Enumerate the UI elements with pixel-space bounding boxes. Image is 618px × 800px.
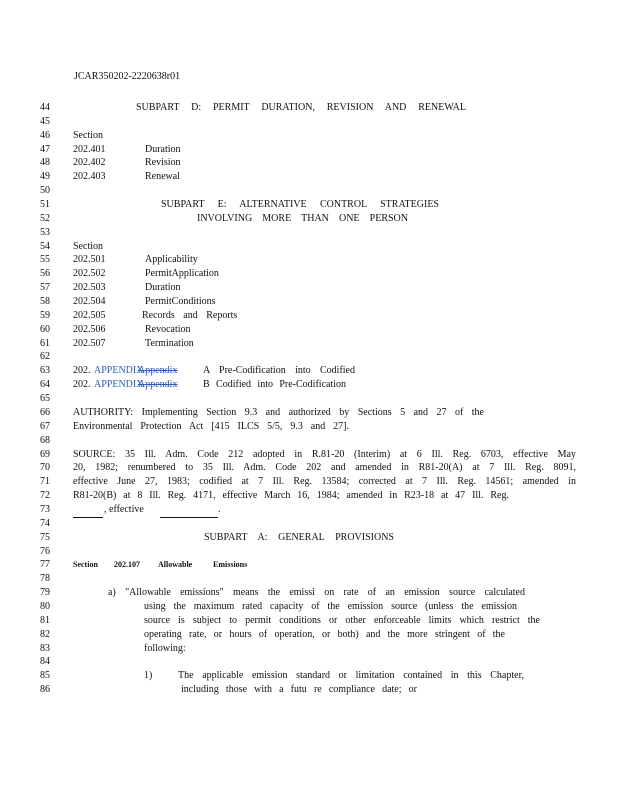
- line-text: a) "Allowable emissions" means the emissi on rate of an emission source calculated: [108, 587, 525, 599]
- document-line: [40, 531, 580, 545]
- document-line: [40, 420, 580, 434]
- line-text: SOURCE: 35 Ill. Adm. Code 212 adopted in R.81-20 (Interim) at 6 Ill. Reg. 6703, effective May: [73, 448, 576, 460]
- document-line: [40, 323, 580, 337]
- document-line: [40, 156, 580, 170]
- line-text: source is subject to permit conditions or other enforceable limits which restrict the: [144, 614, 540, 626]
- line-number: 58: [40, 296, 50, 308]
- line-text: Allowable: [158, 560, 193, 570]
- line-number: 71: [40, 476, 50, 488]
- document-line: [40, 642, 580, 656]
- line-text: Section: [73, 129, 103, 141]
- line-text: Revision: [145, 157, 181, 169]
- line-text: Duration: [145, 143, 181, 155]
- line-text: Termination: [145, 337, 194, 349]
- line-number: 77: [40, 559, 50, 571]
- line-text: 202.107: [114, 560, 140, 570]
- line-text: R81-20(B) at 8 Ill. Reg. 4171, effective March 16, 1984; amended in R23-18 at 47 Ill. Reg.: [73, 490, 509, 502]
- document-line: [40, 309, 580, 323]
- document-line: [40, 240, 580, 254]
- line-text: 202.505: [73, 309, 106, 321]
- line-text: PermitConditions: [145, 296, 216, 308]
- line-number: 54: [40, 240, 50, 252]
- line-number: 50: [40, 185, 50, 197]
- line-number: 70: [40, 462, 50, 474]
- line-number: 84: [40, 656, 50, 668]
- line-number: 85: [40, 670, 50, 682]
- line-text: A Pre-Codification into Codified: [203, 365, 355, 377]
- line-text: Applicability: [145, 254, 198, 266]
- document-line: [40, 184, 580, 198]
- document-line: [40, 434, 580, 448]
- line-number: 59: [40, 309, 50, 321]
- document-line: [40, 295, 580, 309]
- document-line: [40, 170, 580, 184]
- inserted-text: APPENDIX: [94, 379, 144, 391]
- document-line: [40, 143, 580, 157]
- line-number: 76: [40, 545, 50, 557]
- deleted-text: Appendix: [138, 365, 178, 377]
- line-number: 61: [40, 337, 50, 349]
- line-text: including those with a futu re compliance date; or: [181, 684, 417, 696]
- line-number: 55: [40, 254, 50, 266]
- document-line: [40, 129, 580, 143]
- line-text: SUBPART D: PERMIT DURATION, REVISION AND RENEWAL: [136, 102, 466, 113]
- line-number: 66: [40, 406, 50, 418]
- document-header-id: JCAR350202-2220638r01: [74, 71, 181, 82]
- document-line: [40, 586, 580, 600]
- line-text: 202.502: [73, 268, 106, 280]
- line-number: 81: [40, 614, 50, 626]
- line-number: 68: [40, 434, 50, 446]
- line-text: Renewal: [145, 171, 180, 183]
- line-text: 1): [144, 670, 153, 682]
- line-number: 73: [40, 503, 50, 515]
- line-text: using the maximum rated capacity of the emission source (unless the emission: [144, 600, 517, 612]
- document-line: [40, 350, 580, 364]
- line-text: SUBPART E: ALTERNATIVE CONTROL STRATEGIES: [161, 199, 439, 211]
- document-line: [40, 212, 580, 226]
- line-text: INVOLVING MORE THAN ONE PERSON: [197, 212, 408, 224]
- line-text: B Codified into Pre-Codification: [203, 379, 346, 391]
- document-line: [40, 489, 580, 503]
- line-number: 75: [40, 531, 50, 543]
- line-number: 51: [40, 199, 50, 211]
- line-text: 202.: [73, 379, 91, 391]
- line-number: 86: [40, 684, 50, 696]
- line-text: following:: [144, 642, 186, 654]
- line-number: 74: [40, 517, 50, 529]
- line-number: 60: [40, 323, 50, 335]
- line-number: 69: [40, 448, 50, 460]
- blank-effective-date-line: [160, 507, 218, 518]
- line-text: 202.506: [73, 323, 106, 335]
- line-number: 83: [40, 642, 50, 654]
- document-line: [40, 198, 580, 212]
- line-text: effective June 27, 1983; codified at 7 Ill. Reg. 13584; corrected at 7 Ill. Reg. 14561; amended in: [73, 476, 576, 488]
- line-text: 202.504: [73, 296, 106, 308]
- line-text: 202.501: [73, 254, 106, 266]
- line-text: The applicable emission standard or limitation contained in this Chapter,: [178, 670, 524, 682]
- blank-register-page-line: [73, 507, 103, 518]
- line-number: 44: [40, 102, 50, 113]
- line-number: 82: [40, 628, 50, 640]
- document-line: [40, 614, 580, 628]
- line-text: operating rate, or hours of operation, or both) and the more stringent of the: [144, 628, 505, 640]
- document-line: [40, 448, 580, 462]
- line-text: , effective: [104, 503, 144, 515]
- line-text: .: [218, 503, 221, 515]
- line-number: 80: [40, 600, 50, 612]
- document-line: [40, 115, 580, 129]
- line-number: 45: [40, 115, 50, 127]
- line-text: PermitApplication: [145, 268, 219, 280]
- line-number: 67: [40, 420, 50, 432]
- deleted-text: Appendix: [138, 379, 178, 391]
- document-line: [40, 669, 580, 683]
- line-number: 62: [40, 351, 50, 363]
- document-line: [40, 572, 580, 586]
- document-line: [40, 600, 580, 614]
- line-number: 49: [40, 171, 50, 183]
- line-text: AUTHORITY: Implementing Section 9.3 and authorized by Sections 5 and 27 of the: [73, 406, 484, 418]
- line-number: 79: [40, 587, 50, 599]
- document-line: [40, 545, 580, 559]
- document-line: [40, 378, 580, 392]
- document-line: [40, 628, 580, 642]
- line-text: Duration: [145, 282, 181, 294]
- document-line: [40, 392, 580, 406]
- line-number: 57: [40, 282, 50, 294]
- line-number: 63: [40, 365, 50, 377]
- inserted-text: APPENDIX: [94, 365, 144, 377]
- line-text: SUBPART A: GENERAL PROVISIONS: [204, 531, 394, 543]
- document-line: [40, 655, 580, 669]
- line-number: 48: [40, 157, 50, 169]
- document-line: [40, 226, 580, 240]
- line-text: 202.402: [73, 157, 106, 169]
- line-text: Records and Reports: [142, 309, 238, 321]
- line-text: 202.507: [73, 337, 106, 349]
- document-line: [40, 503, 580, 517]
- line-text: Emissions: [213, 560, 248, 570]
- line-text: Revocation: [145, 323, 191, 335]
- line-text: 202.: [73, 365, 91, 377]
- document-line: [40, 337, 580, 351]
- line-number: 47: [40, 143, 50, 155]
- line-number: 56: [40, 268, 50, 280]
- document-line: [40, 683, 580, 697]
- line-number: 65: [40, 393, 50, 405]
- document-line: [40, 461, 580, 475]
- line-number: 53: [40, 226, 50, 238]
- line-text: 20, 1982; renumbered to 35 Ill. Adm. Code 202 and amended in R81-20(A) at 7 Ill. Reg. 8091,: [73, 462, 576, 474]
- line-text: Section: [73, 240, 103, 252]
- line-text: 202.401: [73, 143, 106, 155]
- line-number: 78: [40, 573, 50, 585]
- line-text: 202.403: [73, 171, 106, 183]
- document-line: [40, 517, 580, 531]
- document-line: [40, 364, 580, 378]
- line-text: 202.503: [73, 282, 106, 294]
- document-line: [40, 281, 580, 295]
- line-number: 52: [40, 212, 50, 224]
- document-line: [40, 101, 580, 115]
- line-number: 72: [40, 490, 50, 502]
- line-number: 64: [40, 379, 50, 391]
- document-line: [40, 267, 580, 281]
- document-line: [40, 475, 580, 489]
- line-text: Environmental Protection Act [415 ILCS 5/5, 9.3 and 27].: [73, 420, 349, 432]
- line-number: 46: [40, 129, 50, 141]
- document-line: [40, 253, 580, 267]
- line-text: Section: [73, 560, 98, 570]
- document-line: [40, 406, 580, 420]
- document-line: [40, 558, 580, 572]
